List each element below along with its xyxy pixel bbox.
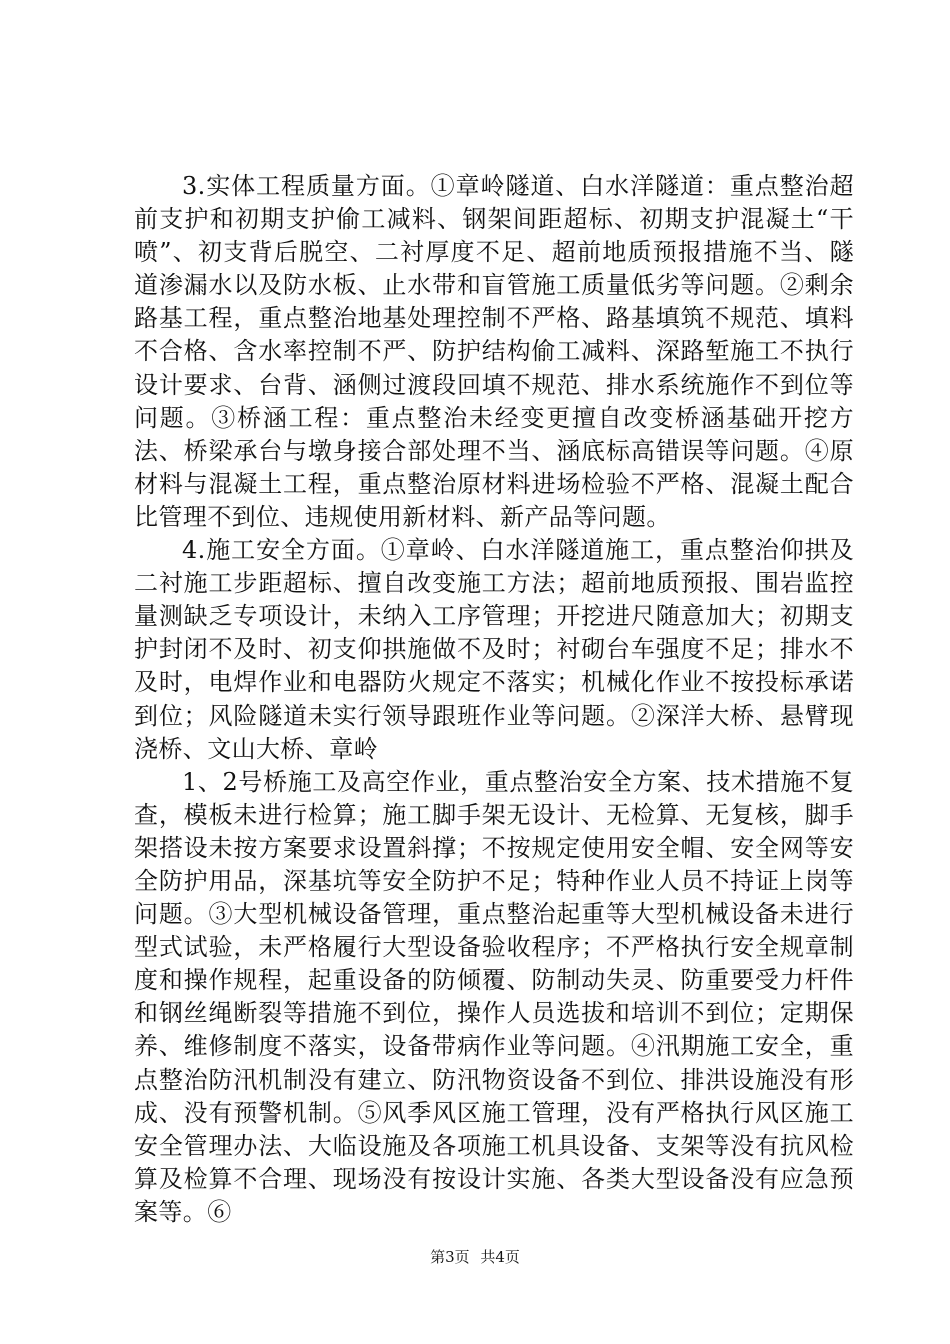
page-footer: [0, 1246, 950, 1267]
paragraph-safety: 4.施工安全方面。①章岭、白水洋隧道施工，重点整治仰拱及二衬施工步距超标、擅自改变施工方法；超前地质预报、围岩监控量测缺乏专项设计，未纳入工序管理；开挖进尺随意加大；初期支护封闭不及时、初支仰拱施做不及时；衬砌台车强度不足；排水不及时，电焊作业和电器防火规定不落实；机械化作业不按投标承诺到位；风险隧道未实行领导跟班作业等问题。②深洋大桥、悬臂现浇桥、文山大桥、章岭: [134, 536, 854, 763]
document-body: [134, 170, 854, 1229]
page-number: 第3页: [430, 1248, 470, 1266]
page-total: 共4页: [480, 1248, 520, 1266]
paragraph-quality: 3.实体工程质量方面。①章岭隧道、白水洋隧道：重点整治超前支护和初期支护偷工减料、钢架间距超标、初期支护混凝土“干喷”、初支背后脱空、二衬厚度不足、超前地质预报措施不当、隧道渗漏水以及防水板、止水带和盲管施工质量低劣等问题。②剩余路基工程，重点整治地基处理控制不严格、路基填筑不规范、填料不合格、含水率控制不严、防护结构偷工减料、深路堑施工不执行设计要求、台背、涵侧过渡段回填不规范、排水系统施作不到位等问题。③桥涵工程：重点整治未经变更擅自改变桥涵基础开挖方法、桥梁承台与墩身接合部处理不当、涵底标高错误等问题。④原材料与混凝土工程，重点整治原材料进场检验不严格、混凝土配合比管理不到位、违规使用新材料、新产品等问题。: [134, 172, 854, 531]
paragraph-safety-continued: 1、2号桥施工及高空作业，重点整治安全方案、技术措施不复查，模板未进行检算；施工脚手架无设计、无检算、无复核，脚手架搭设未按方案要求设置斜撑；不按规定使用安全帽、安全网等安全防护用品，深基坑等安全防护不足；特种作业人员不持证上岗等问题。③大型机械设备管理，重点整治起重等大型机械设备未进行型式试验，未严格履行大型设备验收程序；不严格执行安全规章制度和操作规程，起重设备的防倾覆、防制动失灵、防重要受力杆件和钢丝绳断裂等措施不到位，操作人员选拔和培训不到位；定期保养、维修制度不落实，设备带病作业等问题。④汛期施工安全，重点整治防汛机制没有建立、防汛物资设备不到位、排洪设施没有形成、没有预警机制。⑤风季风区施工管理，没有严格执行风区施工安全管理办法、大临设施及各项施工机具设备、支架等没有抗风检算及检算不合理、现场没有按设计实施、各类大型设备没有应急预案等。⑥: [134, 767, 854, 1226]
